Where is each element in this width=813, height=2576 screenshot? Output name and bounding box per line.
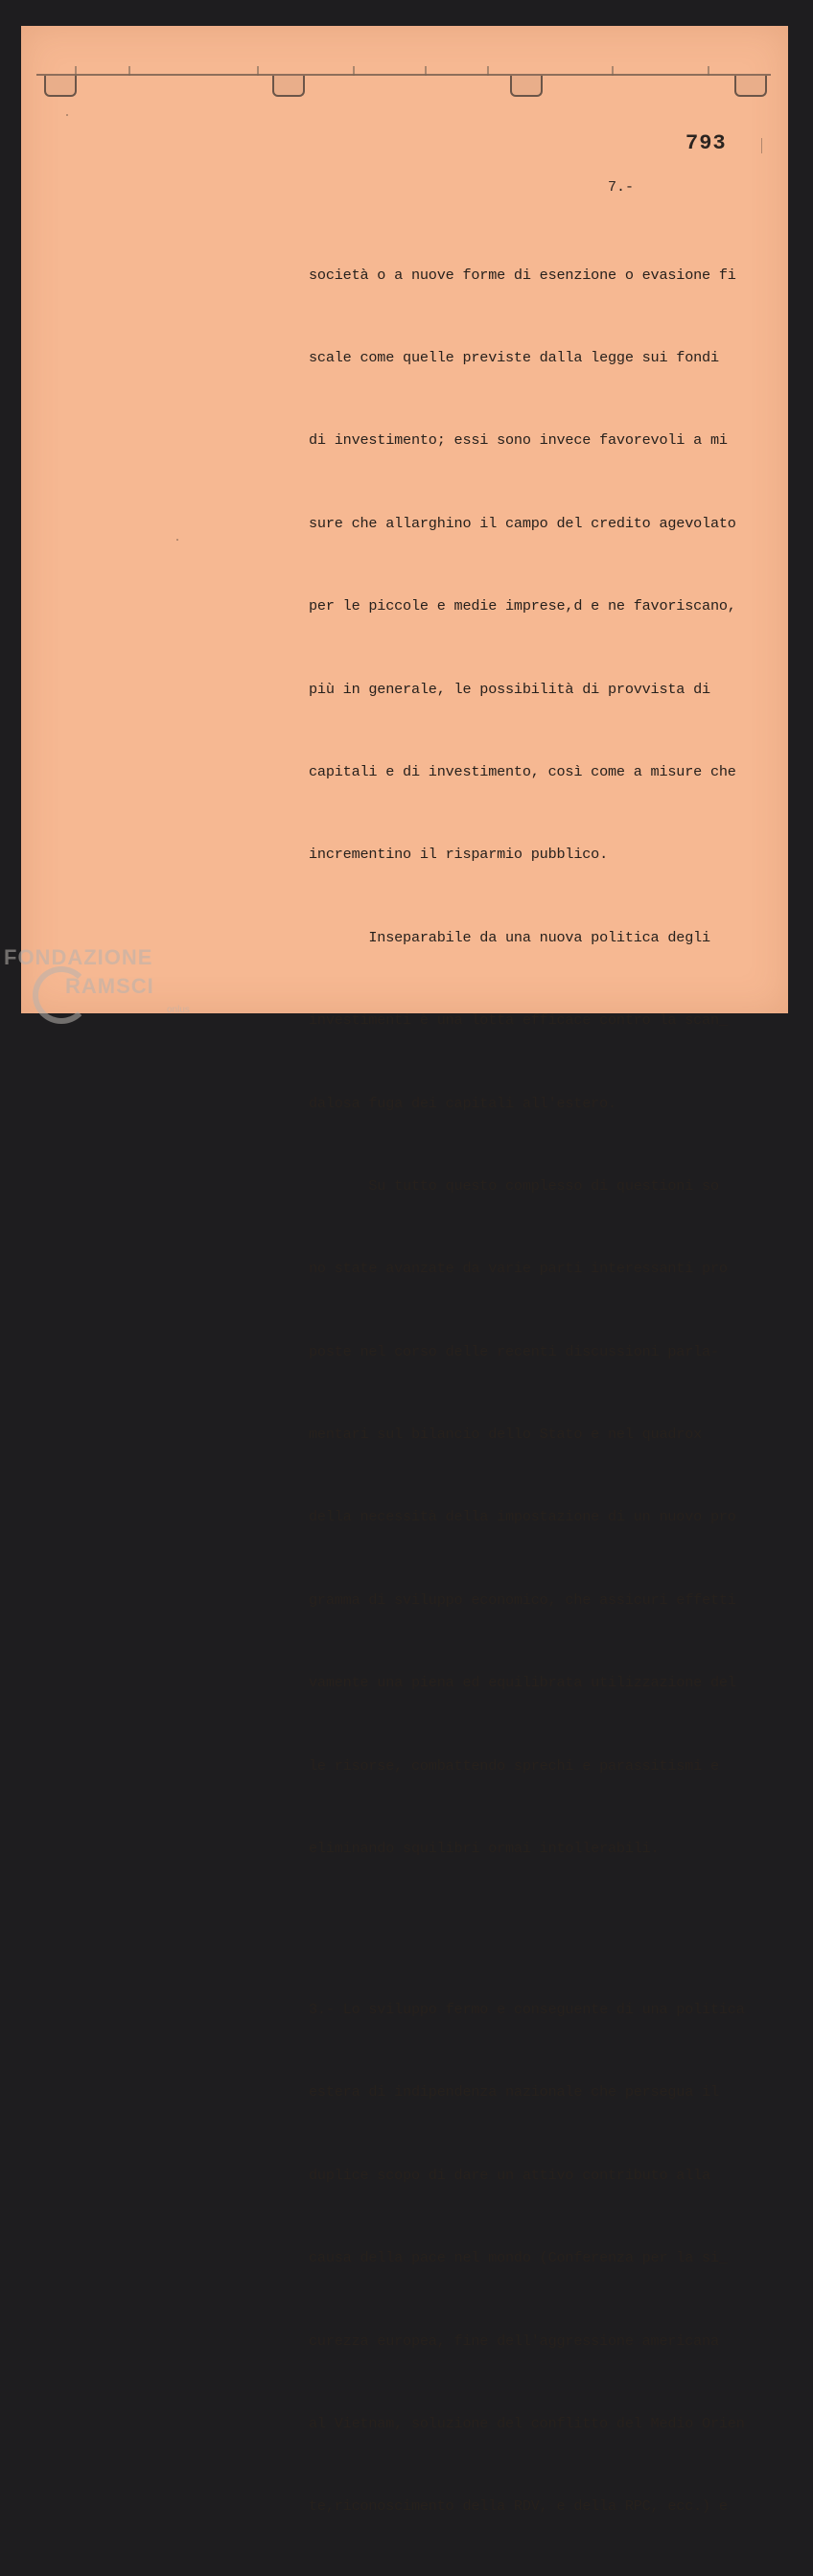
watermark-line-3: onlus — [167, 1005, 190, 1015]
binding-clip — [44, 76, 77, 97]
margin-mark — [761, 138, 762, 153]
text-line: incrementino il risparmio pubblico. — [309, 846, 608, 864]
paper-speck — [66, 114, 68, 116]
binding-clip — [272, 76, 305, 97]
watermark-line-2: RAMSCI — [65, 974, 154, 998]
document-page — [21, 26, 788, 2516]
fondazione-gramsci-watermark — [4, 945, 215, 1032]
text-line: società o a nuove forme di esenzione o evasione fi — [309, 266, 736, 284]
text-line: gramma di sviluppo economico, che assicuri effetti — [309, 1590, 736, 1609]
binding-clip — [510, 76, 543, 97]
watermark-line-1: FONDAZIONE — [4, 945, 153, 969]
text-line: investimenti è una lotta efficace contro la scan_ — [309, 1011, 728, 1030]
text-line: estera di indipendenza nazionale che persegua il — [309, 2083, 719, 2101]
text-line: eliminando squilibri ormai intollerabili. — [309, 1840, 660, 1858]
text-line: poste nel corso delle recenti discussioni parla- — [309, 1342, 719, 1360]
text-line: al Vietnam, soluzione del conflitto del Medio Orien — [309, 2414, 745, 2432]
text-line: più in generale, le possibilità di provvista di — [309, 680, 710, 698]
binding-rule — [36, 74, 771, 76]
text-line: dalosa fuga dei capitali all'estero. — [309, 1094, 616, 1112]
binding-mark — [257, 66, 259, 76]
text-line: no state avanzate da varie parti interessanti pro — [309, 1260, 728, 1278]
text-line: te,riconoscimento della RDV, e della RPC, ecc.) e — [309, 2497, 728, 2516]
text-line: della necessità della impostazione di un nuovo pro — [309, 1508, 736, 1526]
text-line: Su tutto questo complesso di questioni so — [309, 1176, 719, 1195]
text-line: mentari sul bilancio dello Stato e nel quadrox — [309, 1426, 703, 1444]
binding-mark — [353, 66, 355, 76]
page-number: 793 — [685, 131, 727, 155]
binding-mark — [425, 66, 427, 76]
text-line: curezza europea, fine dell'aggressione americana — [309, 2332, 719, 2350]
text-line: vamente una piena ed equilibrata utilizzazione del — [309, 1674, 736, 1692]
text-line: per le piccole e medie imprese,d e ne favoriscano, — [309, 597, 736, 615]
text-line: scale come quelle previste dalla legge sui fondi — [309, 348, 719, 366]
typed-text — [309, 206, 759, 2576]
text-line: capitali e di investimento, così come a misure che — [309, 762, 736, 780]
binding-strip — [36, 62, 771, 101]
text-line: Inseparabile da una nuova politica degli — [309, 928, 710, 946]
binding-mark — [75, 66, 77, 76]
section-number: 7.- — [608, 179, 635, 196]
text-line: causa della pace nel mondo (Conferenza per la si_ — [309, 2249, 728, 2267]
binding-mark — [612, 66, 614, 76]
paragraph-gap — [309, 1917, 759, 1940]
text-line: sure che allarghino il campo del credito agevolato — [309, 514, 736, 532]
binding-mark — [487, 66, 489, 76]
binding-mark — [708, 66, 709, 76]
binding-mark — [128, 66, 130, 76]
text-line: duplice scopo di dare un attivo contributo alla — [309, 2166, 710, 2184]
text-line: le risorse, combattendo sprechi e parassitismi e — [309, 1756, 719, 1775]
binding-clip — [734, 76, 767, 97]
text-line: 3.- Lo sviluppo fermo e conseguente di una politica — [309, 2001, 745, 2018]
text-line: di investimento; essi sono invece favorevoli a mi — [309, 431, 728, 450]
paper-speck — [176, 539, 178, 541]
